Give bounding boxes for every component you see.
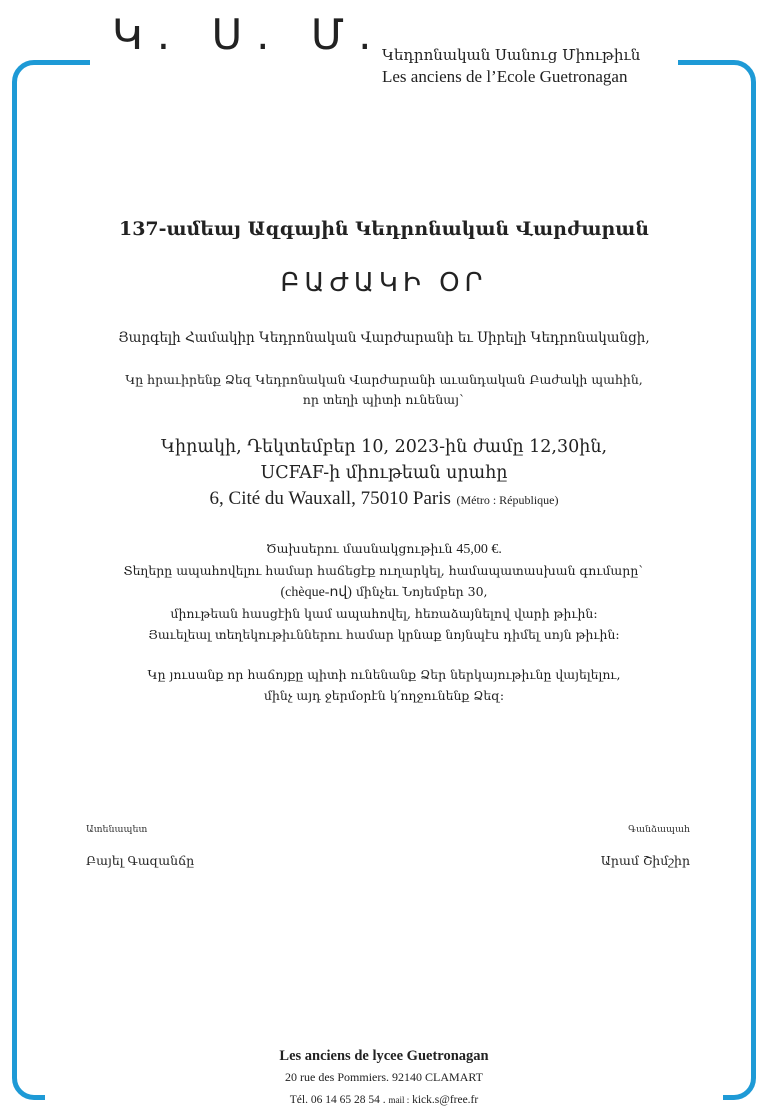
event-title: ԲԱԺԱԿԻ ՕՐ [280, 268, 488, 298]
reserve-line-3: միութեան հասցէին կամ ապահովել, հեռաձայնելով վարի թիւին: [170, 606, 598, 621]
signature-treasurer [601, 824, 690, 868]
header-french-name: Les anciens de l’Ecole Guetronagan [382, 67, 628, 86]
event-details [0, 434, 768, 513]
header-abbreviation: Կ. Ս. Մ. [112, 10, 386, 59]
footer-mail-link[interactable]: kick.s@free.fr [412, 1094, 479, 1106]
document-title: 137-ամեայ Ազգային Կեդրոնական Վարժարան [118, 218, 650, 240]
greeting: Յարգելի Համակիր Կեդրոնական Վարժարանի եւ Սիրելի Կեդրոնականցի, [118, 330, 650, 346]
event-address-line [0, 486, 768, 513]
footer-mail-label: mail : [388, 1095, 410, 1105]
participation-line [0, 538, 768, 560]
footer-address: 20 rue des Pommiers. 92140 CLAMART [285, 1070, 483, 1084]
header-names [382, 44, 640, 88]
treasurer-name: Արամ Շիմշիր [600, 853, 690, 868]
invite-line-1: Կը հրաւիրենք Ձեզ Կեդրոնական Վարժարանի աւանդական Բաժակի պահին, [125, 372, 643, 387]
wish-line-2: մինչ այդ ջերմօրէն կ՛ողջունենք Ձեզ: [263, 688, 505, 703]
treasurer-role: Գանձապահ [628, 824, 690, 835]
header-armenian-name: Կեդրոնական Սանուց Միութիւն [382, 46, 641, 64]
wish-line-1: Կը յուսանք որ հաճոյքը պիտի ունենանք Ձեր ներկայութիւնը վայելելու, [147, 667, 621, 682]
reserve-line-2-wrap [0, 581, 768, 603]
event-venue: UCFAF-ի միութեան սրահը [260, 463, 508, 483]
footer-tel: Tél. 06 14 65 28 54 . [289, 1094, 386, 1106]
reserve-line-4: Յաւելեալ տեղեկութիւններու համար կրնաք նոյնպէս դիմել սոյն թիւին: [148, 627, 620, 642]
participation-label: Ծախսերու մասնակցութիւն [266, 541, 453, 556]
invite-line-2: որ տեղի պիտի ունենայ` [302, 392, 466, 407]
reservation-info [0, 538, 768, 645]
footer-organization: Les anciens de lycee Guetronagan [279, 1048, 489, 1064]
footer-contact [0, 1094, 768, 1106]
event-address: 6, Cité du Wauxall, 75010 Paris [209, 488, 451, 509]
president-name: Բայել Գազանճը [86, 853, 195, 868]
president-role: Ատենապետ [86, 824, 148, 835]
signature-president [86, 824, 194, 868]
reserve-line-2: մինչեւ Նոյեմբեր 30, [355, 584, 488, 599]
participation-amount: 45,00 €. [456, 542, 502, 557]
event-metro: (Métro : République) [456, 493, 559, 507]
reserve-cheque: (chèque-ով) [280, 585, 352, 600]
closing-wish [0, 664, 768, 706]
invitation [0, 370, 768, 410]
reserve-line-1: Տեղերը ապահովելու համար հաճեցէք ուղարկել, համապատասխան գումարը` [123, 563, 645, 578]
event-date: Կիրակի, Դեկտեմբեր 10, 2023-ին ժամը 12,30ին, [160, 437, 608, 457]
